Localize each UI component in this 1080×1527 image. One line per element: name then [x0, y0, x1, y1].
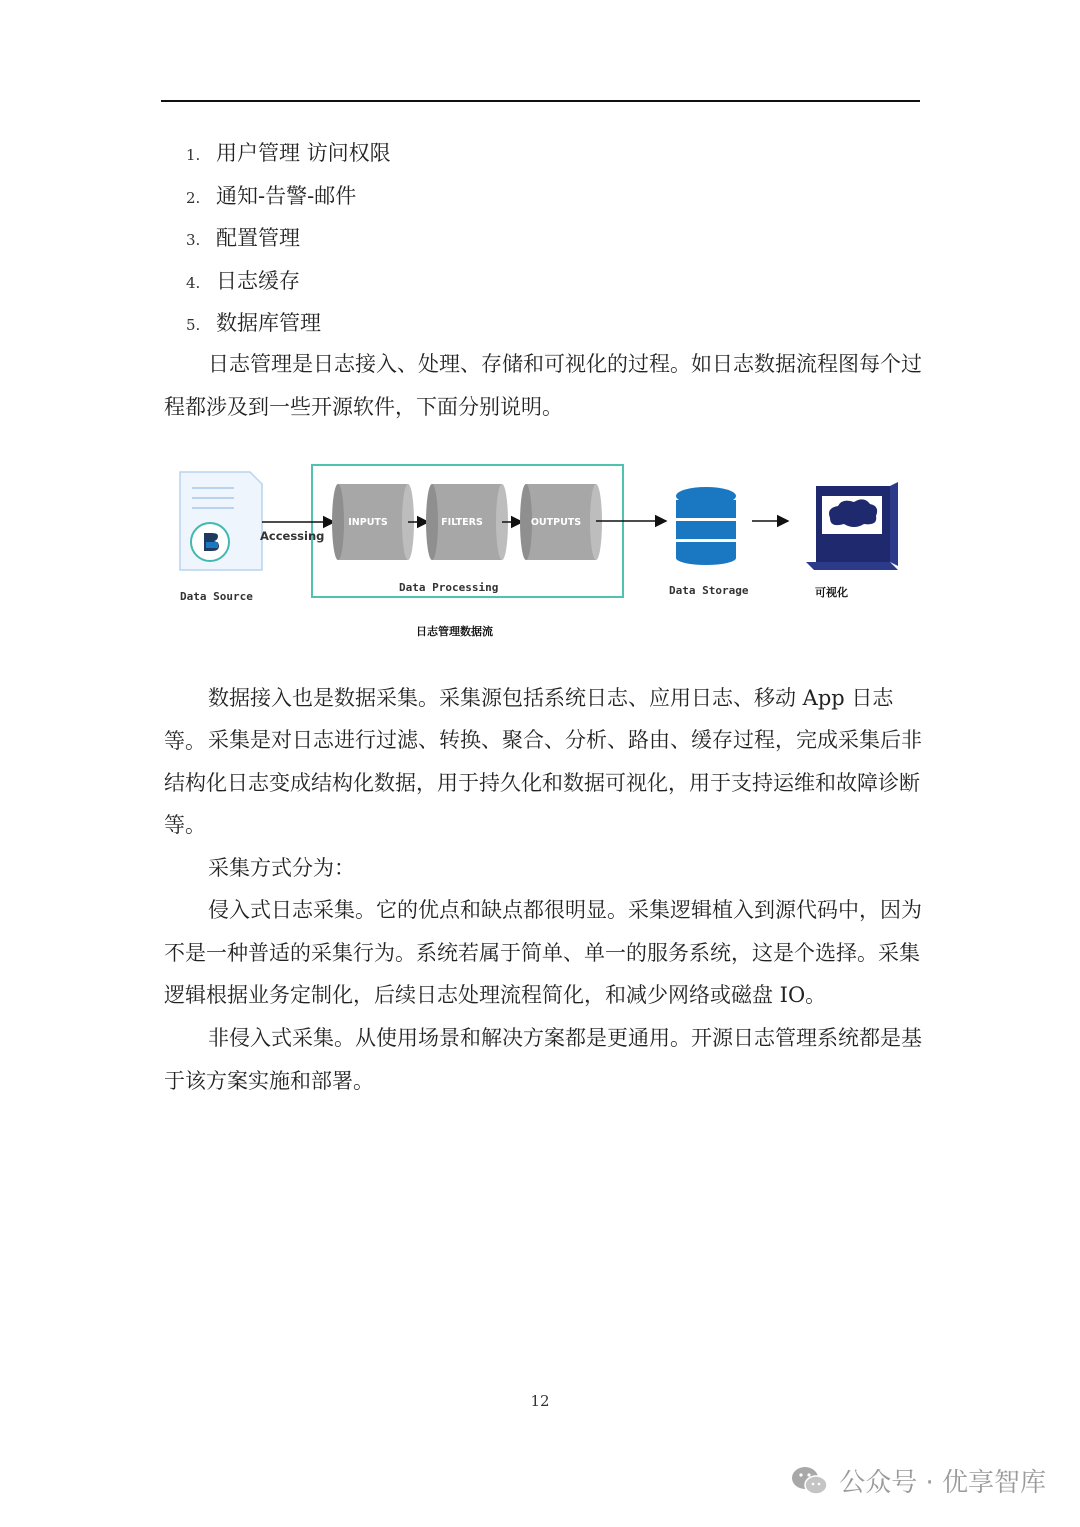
log-flow-diagram — [170, 458, 910, 648]
paragraph-collection: 采集是对日志进行过滤、转换、聚合、分析、路由、缓存过程，完成采集后非结构化日志变成结构化数据，用于持久化和数据可视化，用于支持运维和故障诊断等。 — [164, 728, 922, 837]
inputs-label: INPUTS — [348, 517, 388, 528]
list-item — [186, 136, 391, 179]
visualization-label: 可视化 — [815, 586, 848, 599]
data-source-label: Data Source — [180, 590, 253, 603]
watermark-text: 公众号 · 优享智库 — [839, 1468, 1046, 1498]
header-rule — [161, 100, 920, 102]
data-source-icon — [180, 472, 262, 570]
numbered-list — [186, 136, 391, 349]
intro-paragraph: 日志管理是日志接入、处理、存储和可视化的过程。如日志数据流程图每个过程都涉及到一些开源软件，下面分别说明。 — [164, 352, 922, 419]
outputs-cylinder — [520, 484, 602, 560]
list-text: 用户管理 访问权限 — [216, 141, 391, 165]
data-storage-label: Data Storage — [669, 584, 749, 597]
diagram-caption: 日志管理数据流 — [416, 625, 493, 638]
paragraph-data-ingestion: 数据接入也是数据采集。采集源包括系统日志、应用日志、移动 App 日志等。 — [164, 686, 894, 753]
paragraph-non-intrusive: 非侵入式采集。从使用场景和解决方案都是更通用。开源日志管理系统都是基于该方案实施和部署。 — [164, 1026, 922, 1093]
database-icon — [676, 487, 736, 565]
watermark — [791, 1462, 1046, 1499]
list-number: 5. — [186, 316, 201, 334]
list-number: 4. — [186, 273, 201, 292]
data-processing-label: Data Processing — [399, 581, 499, 594]
list-item — [186, 221, 391, 264]
list-item — [186, 179, 391, 222]
filters-label: FILTERS — [441, 517, 483, 528]
list-number: 2. — [186, 188, 201, 207]
paragraph-intrusive: 侵入式日志采集。它的优点和缺点都很明显。采集逻辑植入到源代码中，因为不是一种普适的采集行为。系统若属于简单、单一的服务系统，这是个选择。采集逻辑根据业务定制化，后续日志处理流程简化，和减少网络或磁盘 IO。 — [164, 898, 922, 1007]
wechat-icon — [791, 1465, 829, 1497]
page-number: 12 — [530, 1392, 550, 1410]
paragraph-methods: 采集方式分为： — [208, 856, 355, 880]
inputs-cylinder — [332, 484, 414, 560]
list-number: 3. — [186, 231, 201, 249]
outputs-label: OUTPUTS — [530, 517, 582, 528]
list-text: 通知-告警-邮件 — [216, 183, 357, 208]
monitor-icon — [806, 482, 898, 570]
list-text: 数据库管理 — [216, 311, 321, 335]
list-text: 日志缓存 — [216, 268, 300, 293]
list-item — [186, 264, 391, 307]
list-number: 1. — [186, 146, 201, 164]
filters-cylinder — [426, 484, 508, 560]
list-text: 配置管理 — [216, 226, 300, 250]
accessing-label: Accessing — [260, 529, 325, 543]
